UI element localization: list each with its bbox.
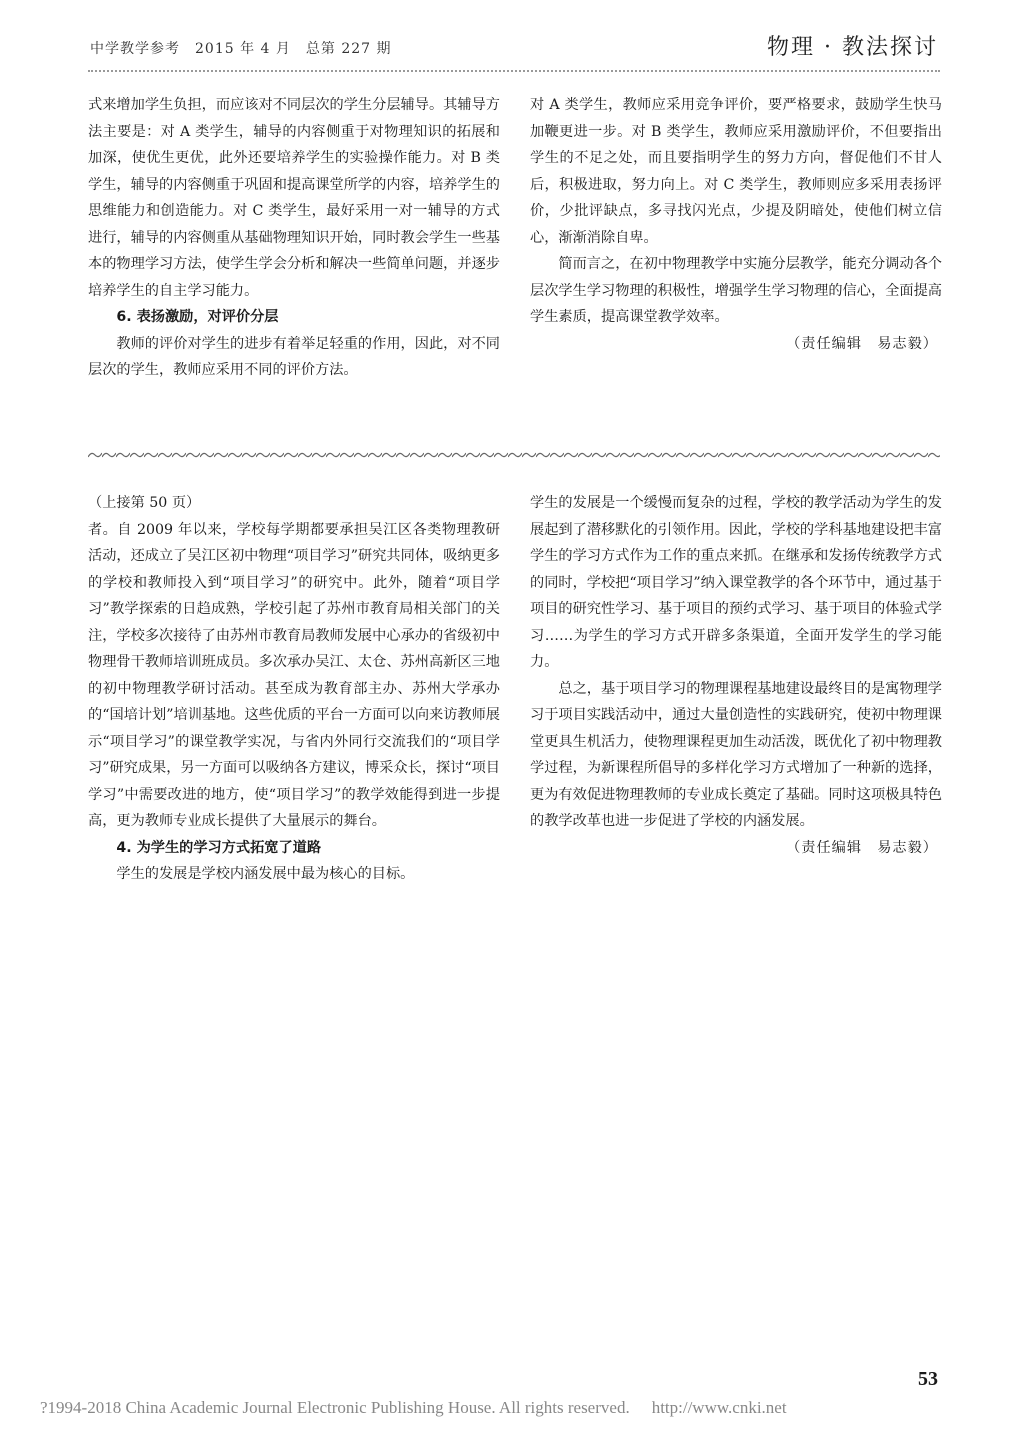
section-heading: 6. 表扬激励，对评价分层 [116, 309, 279, 325]
wavy-divider [88, 448, 940, 462]
paragraph: 教师的评价对学生的进步有着举足轻重的作用，因此，对不同层次的学生，教师应采用不同的评价方法。 [88, 335, 500, 378]
continued-note: （上接第 50 页） [88, 495, 201, 511]
copyright-footer [40, 1398, 787, 1418]
top-left-column [88, 92, 500, 384]
copyright-text: ?1994-2018 China Academic Journal Electronic Publishing House. All rights reserved. [40, 1398, 630, 1417]
paragraph: 简而言之，在初中物理教学中实施分层教学，能充分调动各个层次学生学习物理的积极性，增强学生学习物理的信心，全面提高学生素质，提高课堂教学效率。 [530, 256, 942, 325]
paragraph: 者。自 2009 年以来，学校每学期都要承担吴江区各类物理教研活动，还成立了吴江区初中物理“项目学习”研究共同体，吸纳更多的学校和教师投入到“项目学习”的研究中。此外，随着“项目学习”教学探索的日趋成熟，学校引起了苏州市教育局相关部门的关注，学校多次接待了由苏州市教育局教师发展中心承办的省级初中物理骨干教师培训班成员。多次承办吴江、太仓、苏州高新区三地的初中物理教学研讨活动。甚至成为教育部主办、苏州大学承办的“国培计划”培训基地。这些优质的平台一方面可以向来访教师展示“项目学习”的课堂教学实况，与省内外同行交流我们的“项目学习”研究成果，另一方面可以吸纳各方建议，博采众长，探讨“项目学习”中需要改进的地方，使“项目学习”的教学效能得到进一步提高，更为教师专业成长提供了大量展示的舞台。 [88, 521, 500, 829]
editor-credit: （责任编辑 易志毅） [786, 839, 938, 856]
page-number: 53 [918, 1368, 938, 1390]
paragraph: 对 A 类学生，教师应采用竞争评价，要严格要求，鼓励学生快马加鞭更进一步。对 B 类学生，教师应采用激励评价，不但要指出学生的不足之处，而且要指明学生的努力方向，督促他们不甘人后，积极进取，努力向上。对 C 类学生，教师则应多采用表扬评价，少批评缺点，多寻找闪光点，少提及阴暗处，使他们树立信心，渐渐消除自卑。 [530, 97, 942, 246]
cnki-url: http://www.cnki.net [651, 1398, 787, 1417]
top-right-column [530, 92, 942, 357]
header-divider [88, 70, 940, 72]
section-title: 物理 · 教法探讨 [767, 35, 938, 60]
section-heading: 4. 为学生的学习方式拓宽了道路 [116, 839, 322, 856]
bottom-left-column [88, 490, 500, 888]
editor-credit: （责任编辑 易志毅） [786, 335, 938, 352]
paragraph: 学生的发展是学校内涵发展中最为核心的目标。 [116, 866, 415, 882]
paragraph: 学生的发展是一个缓慢而复杂的过程，学校的教学活动为学生的发展起到了潜移默化的引领作用。因此，学校的学科基地建设把丰富学生的学习方式作为工作的重点来抓。在继承和发扬传统教学方式的同时，学校把“项目学习”纳入课堂教学的各个环节中，通过基于项目的研究性学习、基于项目的预约式学习、基于项目的体验式学习……为学生的学习方式开辟多条渠道，全面开发学生的学习能力。 [530, 495, 942, 670]
paragraph: 总之，基于项目学习的物理课程基地建设最终目的是寓物理学习于项目实践活动中，通过大量创造性的实践研究，使初中物理课堂更具生机活力，使物理课程更加生动活泼，既优化了初中物理教学过程，为新课程所倡导的多样化学习方式增加了一种新的选择，更为有效促进物理教师的专业成长奠定了基础。同时这项极具特色的教学改革也进一步促进了学校的内涵发展。 [530, 680, 942, 829]
paragraph: 式来增加学生负担，而应该对不同层次的学生分层辅导。其辅导方法主要是：对 A 类学生，辅导的内容侧重于对物理知识的拓展和加深，使优生更优，此外还要培养学生的实验操作能力。对 B 类学生，辅导的内容侧重于巩固和提高课堂所学的内容，培养学生的思维能力和创造能力。对 C 类学生，最好采用一对一辅导的方式进行，辅导的内容侧重从基础物理知识开始，同时教会学生一些基本的物理学习方法，使学生学会分析和解决一些简单问题，并逐步培养学生的自主学习能力。 [88, 97, 500, 299]
bottom-right-column [530, 490, 942, 861]
journal-info: 中学教学参考 2015 年 4 月 总第 227 期 [90, 41, 392, 57]
